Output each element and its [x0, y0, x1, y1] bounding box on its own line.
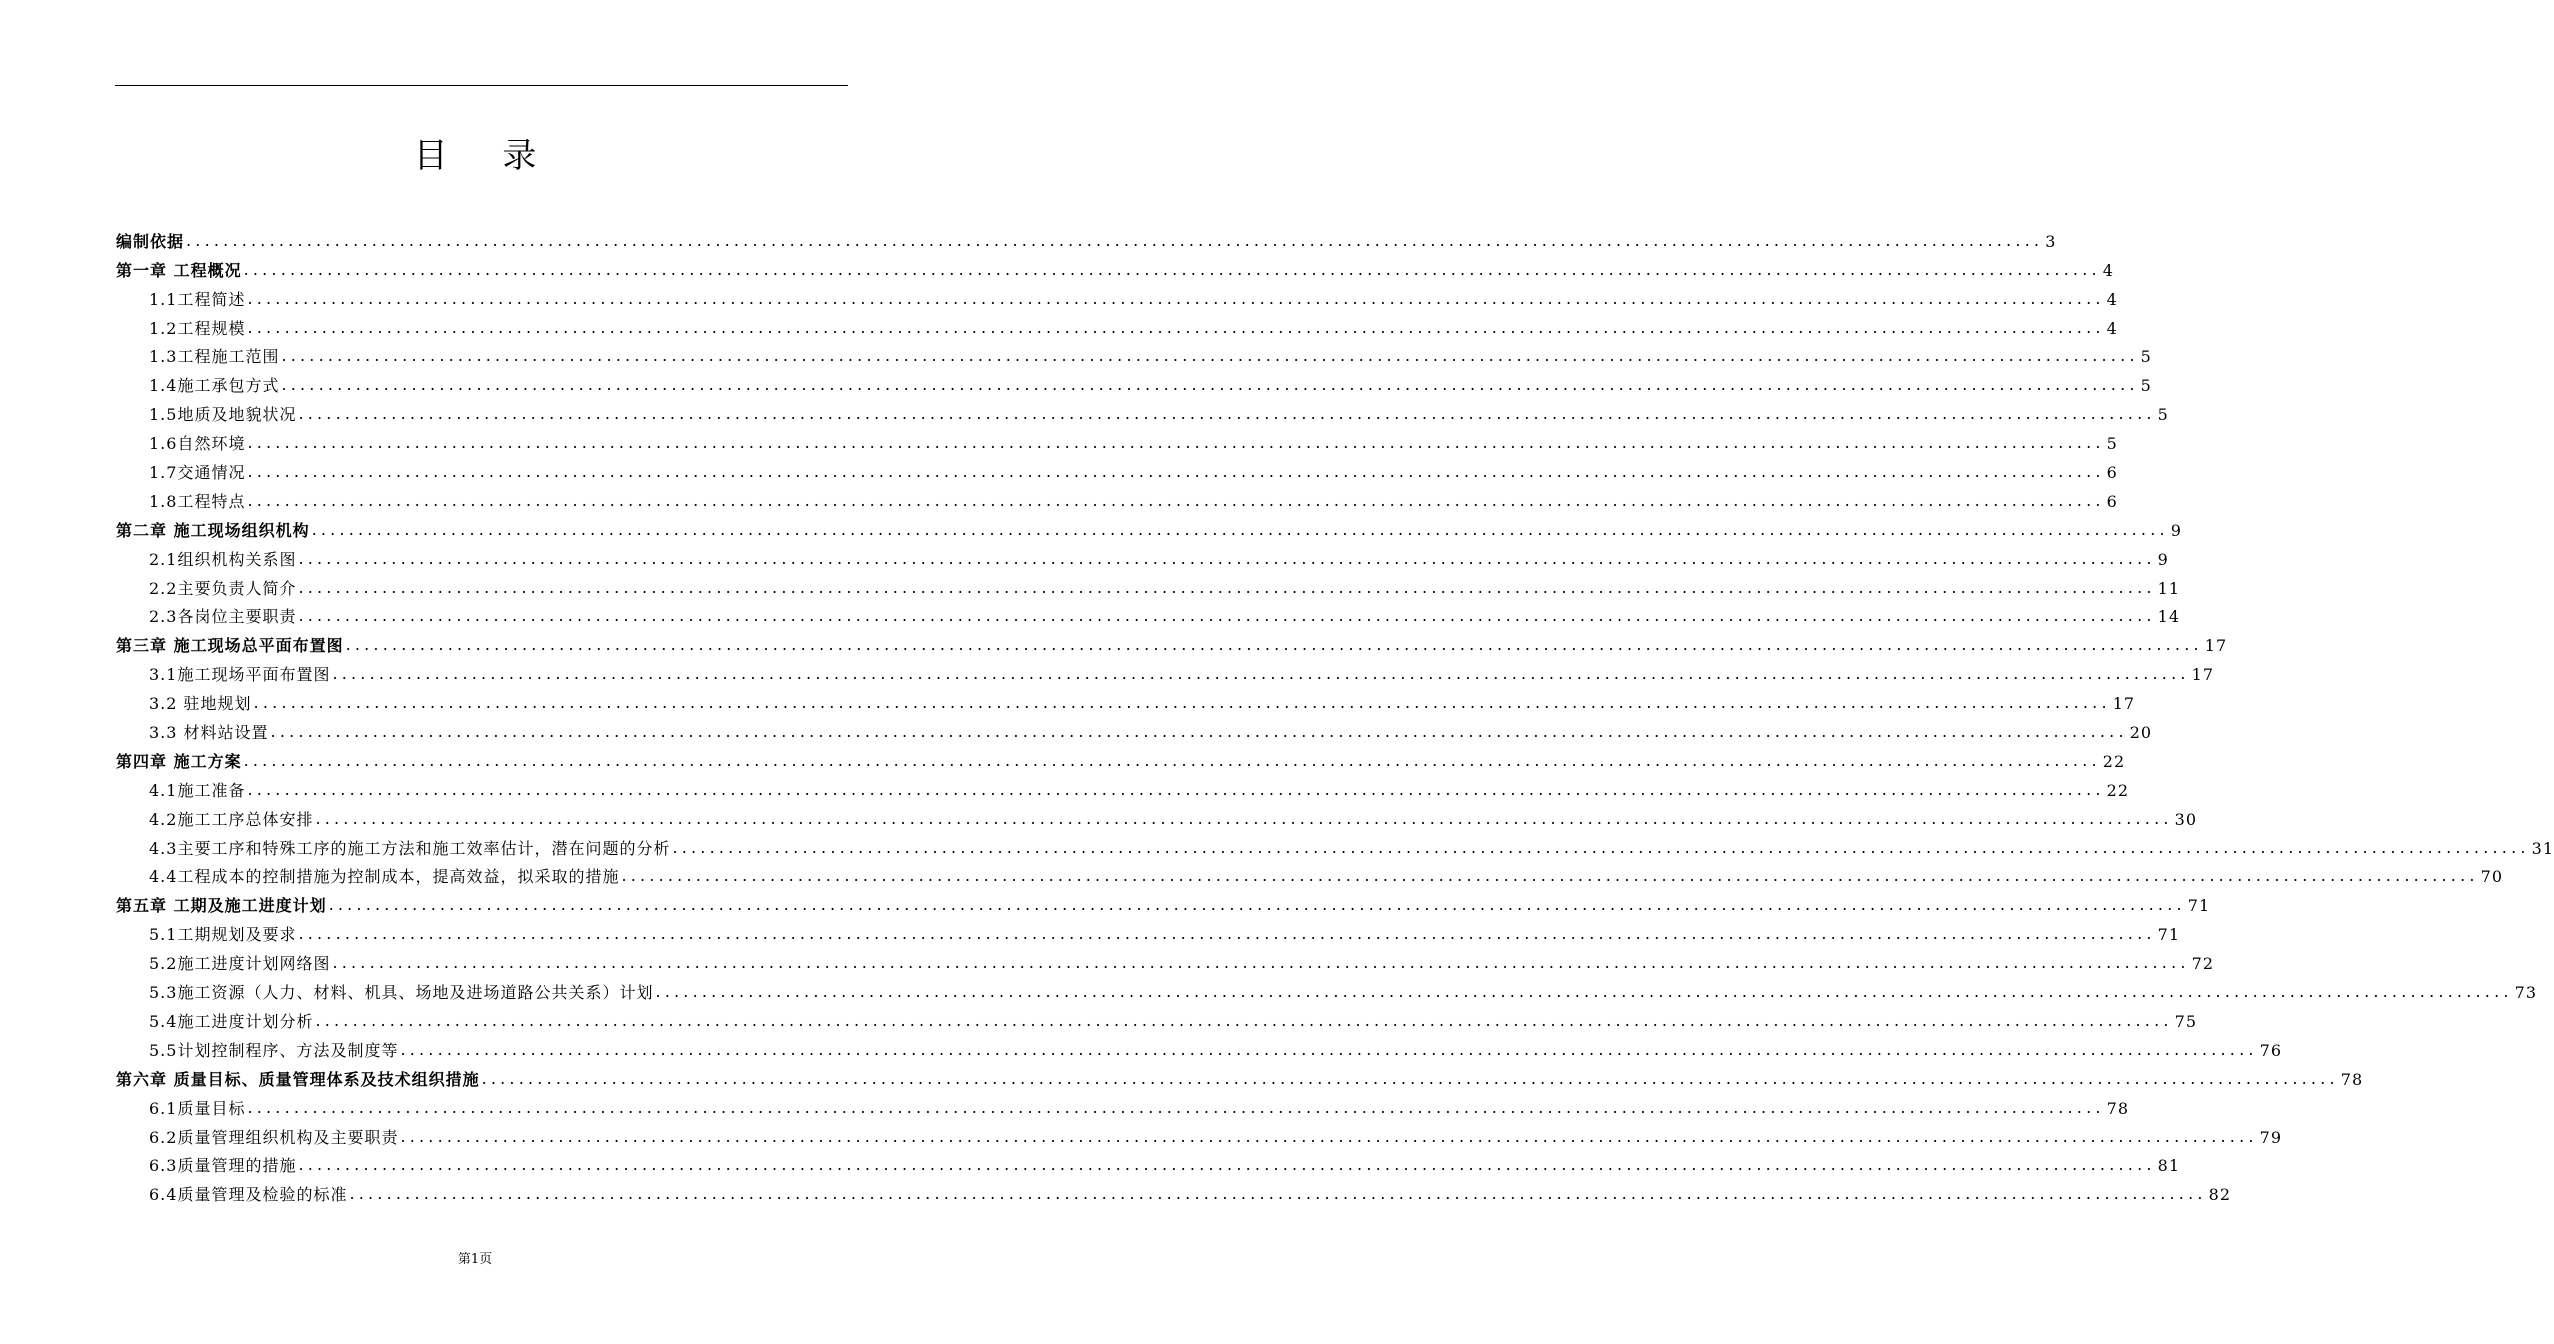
toc-section-entry[interactable]: [116, 367, 2152, 396]
toc-entry-page: 5: [2106, 434, 2118, 454]
toc-entry-label: 6.1质量目标: [149, 1098, 246, 1118]
toc-entry-label: 1.7交通情况: [149, 463, 246, 483]
toc-entry-page: 20: [2129, 723, 2153, 743]
toc-leader-dots: ........................................................................................................................................................................................................: [247, 462, 2105, 482]
toc-section-entry[interactable]: [116, 570, 2180, 599]
toc-entry-page: 78: [2340, 1069, 2364, 1089]
toc-leader-dots: ........................................................................................................................................................................................................: [298, 924, 2156, 944]
toc-entry-page: 82: [2208, 1185, 2231, 1205]
toc-leader-dots: ........................................................................................................................................................................................................: [186, 230, 2044, 250]
toc-leader-dots: ........................................................................................................................................................................................................: [315, 1010, 2173, 1030]
toc-leader-dots: ........................................................................................................................................................................................................: [672, 837, 2530, 857]
toc-section-entry[interactable]: [116, 1032, 2282, 1061]
toc-entry-page: 17: [2204, 636, 2228, 656]
toc-entry-label: 1.6自然环境: [149, 434, 246, 454]
toc-leader-dots: ........................................................................................................................................................................................................: [298, 548, 2156, 568]
toc-section-entry[interactable]: [116, 1090, 2129, 1119]
toc-entry-page: 79: [2259, 1127, 2282, 1147]
toc-section-entry[interactable]: [116, 541, 2169, 570]
toc-section-entry[interactable]: [116, 830, 2554, 859]
toc-entry-page: 11: [2157, 578, 2180, 598]
toc-entry-page: 9: [2157, 549, 2169, 569]
page-title: 目 录: [413, 136, 559, 176]
toc-leader-dots: ........................................................................................................................................................................................................: [311, 519, 2169, 539]
toc-entry-label: 5.4施工进度计划分析: [149, 1011, 314, 1031]
toc-leader-dots: ........................................................................................................................................................................................................: [315, 808, 2173, 828]
toc-section-entry[interactable]: [116, 685, 2136, 714]
toc-entry-page: 81: [2157, 1156, 2180, 1176]
toc-section-entry[interactable]: [116, 772, 2129, 801]
toc-leader-dots: ........................................................................................................................................................................................................: [247, 490, 2105, 510]
toc-leader-dots: ........................................................................................................................................................................................................: [328, 895, 2186, 915]
toc-leader-dots: ........................................................................................................................................................................................................: [281, 346, 2139, 366]
toc-entry-page: 6: [2106, 463, 2118, 483]
toc-entry-label: 5.5计划控制程序、方法及制度等: [149, 1040, 399, 1060]
toc-entry-page: 73: [2514, 983, 2537, 1003]
toc-leader-dots: ........................................................................................................................................................................................................: [247, 433, 2105, 453]
toc-leader-dots: ........................................................................................................................................................................................................: [298, 577, 2156, 597]
toc-entry-label: 5.1工期规划及要求: [149, 925, 297, 945]
page-footer: 第1页: [457, 1252, 493, 1267]
toc-section-entry[interactable]: [116, 425, 2118, 454]
toc-chapter-entry[interactable]: [116, 887, 2211, 916]
toc-entry-label: 6.3质量管理的措施: [149, 1156, 297, 1176]
toc-section-entry[interactable]: [116, 1148, 2180, 1177]
toc-entry-page: 17: [2191, 665, 2214, 685]
toc-leader-dots: ........................................................................................................................................................................................................: [243, 750, 2101, 770]
toc-entry-label: 2.3各岗位主要职责: [149, 607, 297, 627]
toc-section-entry[interactable]: [116, 916, 2180, 945]
toc-entry-label: 1.2工程规模: [149, 318, 246, 338]
toc-leader-dots: ........................................................................................................................................................................................................: [247, 317, 2105, 337]
toc-entry-page: 4: [2106, 318, 2118, 338]
toc-chapter-entry[interactable]: [116, 1061, 2364, 1090]
toc-section-entry[interactable]: [116, 801, 2197, 830]
toc-leader-dots: ........................................................................................................................................................................................................: [332, 664, 2190, 684]
toc-leader-dots: ........................................................................................................................................................................................................: [298, 1155, 2156, 1175]
toc-entry-label: 2.1组织机构关系图: [149, 549, 297, 569]
toc-chapter-entry[interactable]: [116, 512, 2182, 541]
toc-entry-label: 第二章 施工现场组织机构: [116, 520, 310, 540]
toc-entry-label: 编制依据: [116, 231, 185, 251]
toc-entry-page: 14: [2157, 607, 2180, 627]
toc-leader-dots: ........................................................................................................................................................................................................: [481, 1068, 2339, 1088]
toc-section-entry[interactable]: [116, 1003, 2197, 1032]
toc-entry-page: 6: [2106, 491, 2118, 511]
toc-leader-dots: ........................................................................................................................................................................................................: [247, 1097, 2105, 1117]
toc-leader-dots: ........................................................................................................................................................................................................: [332, 953, 2190, 973]
toc-section-entry[interactable]: [116, 656, 2214, 685]
toc-leader-dots: ........................................................................................................................................................................................................: [247, 288, 2105, 308]
toc-entry-page: 4: [2106, 289, 2118, 309]
toc-leader-dots: ........................................................................................................................................................................................................: [247, 779, 2105, 799]
toc-section-entry[interactable]: [116, 945, 2214, 974]
toc-entry-page: 71: [2157, 925, 2180, 945]
toc-entry-page: 4: [2102, 260, 2114, 280]
toc-leader-dots: ........................................................................................................................................................................................................: [400, 1126, 2258, 1146]
toc-section-entry[interactable]: [116, 483, 2118, 512]
toc-entry-page: 76: [2259, 1040, 2282, 1060]
toc-entry-label: 4.4工程成本的控制措施为控制成本，提高效益，拟采取的措施: [149, 867, 620, 887]
toc-leader-dots: ........................................................................................................................................................................................................: [400, 1039, 2258, 1059]
toc-leader-dots: ........................................................................................................................................................................................................: [298, 404, 2156, 424]
toc-entry-page: 71: [2187, 896, 2211, 916]
toc-entry-label: 4.1施工准备: [149, 780, 246, 800]
toc-leader-dots: ........................................................................................................................................................................................................: [298, 606, 2156, 626]
toc-entry-page: 22: [2102, 751, 2126, 771]
toc-entry-label: 4.3主要工序和特殊工序的施工方法和施工效率估计，潜在问题的分析: [149, 838, 671, 858]
toc-entry-label: 1.8工程特点: [149, 491, 246, 511]
toc-entry-label: 1.4施工承包方式: [149, 376, 280, 396]
toc-entry-label: 第四章 施工方案: [116, 751, 242, 771]
toc-entry-label: 6.4质量管理及检验的标准: [149, 1185, 348, 1205]
toc-section-entry[interactable]: [116, 310, 2118, 339]
toc-chapter-entry[interactable]: [116, 252, 2114, 281]
toc-entry-label: 第一章 工程概况: [116, 260, 242, 280]
toc-chapter-entry[interactable]: [116, 627, 2228, 656]
toc-entry-label: 3.1施工现场平面布置图: [149, 665, 331, 685]
toc-leader-dots: ........................................................................................................................................................................................................: [243, 259, 2101, 279]
toc-entry-label: 第五章 工期及施工进度计划: [116, 896, 327, 916]
toc-entry-label: 1.3工程施工范围: [149, 347, 280, 367]
toc-section-entry[interactable]: [116, 339, 2152, 368]
toc-leader-dots: ........................................................................................................................................................................................................: [253, 693, 2111, 713]
toc-section-entry[interactable]: [116, 396, 2169, 425]
toc-chapter-entry[interactable]: [116, 223, 2057, 252]
toc-leader-dots: ........................................................................................................................................................................................................: [345, 635, 2203, 655]
toc-leader-dots: ........................................................................................................................................................................................................: [621, 866, 2479, 886]
toc-entry-label: 4.2施工工序总体安排: [149, 809, 314, 829]
toc-leader-dots: ........................................................................................................................................................................................................: [349, 1184, 2207, 1204]
toc-entry-page: 72: [2191, 954, 2214, 974]
toc-entry-label: 1.1工程简述: [149, 289, 246, 309]
toc-leader-dots: ........................................................................................................................................................................................................: [655, 982, 2513, 1002]
toc-entry-page: 17: [2112, 694, 2136, 714]
toc-entry-page: 5: [2157, 405, 2169, 425]
toc-entry-page: 3: [2045, 231, 2057, 251]
toc-section-entry[interactable]: [116, 599, 2180, 628]
table-of-contents: [116, 223, 2554, 1205]
toc-entry-page: 30: [2174, 809, 2197, 829]
toc-entry-page: 9: [2170, 520, 2182, 540]
toc-entry-label: 3.3 材料站设置: [149, 723, 269, 743]
toc-section-entry[interactable]: [116, 1119, 2282, 1148]
toc-section-entry[interactable]: [116, 1176, 2231, 1205]
toc-entry-page: 5: [2140, 347, 2152, 367]
toc-section-entry[interactable]: [116, 974, 2537, 1003]
toc-section-entry[interactable]: [116, 859, 2503, 888]
toc-section-entry[interactable]: [116, 454, 2118, 483]
toc-leader-dots: ........................................................................................................................................................................................................: [270, 722, 2128, 742]
toc-entry-page: 5: [2140, 376, 2152, 396]
toc-entry-label: 5.2施工进度计划网络图: [149, 954, 331, 974]
toc-entry-page: 78: [2106, 1098, 2129, 1118]
toc-section-entry[interactable]: [116, 714, 2153, 743]
toc-entry-label: 第六章 质量目标、质量管理体系及技术组织措施: [116, 1069, 480, 1089]
toc-entry-page: 75: [2174, 1011, 2197, 1031]
header-rule: [115, 85, 848, 86]
toc-entry-label: 第三章 施工现场总平面布置图: [116, 636, 344, 656]
toc-entry-page: 22: [2106, 780, 2129, 800]
toc-chapter-entry[interactable]: [116, 743, 2126, 772]
toc-leader-dots: ........................................................................................................................................................................................................: [281, 375, 2139, 395]
toc-entry-label: 5.3施工资源（人力、材料、机具、场地及进场道路公共关系）计划: [149, 983, 654, 1003]
toc-entry-label: 6.2质量管理组织机构及主要职责: [149, 1127, 399, 1147]
toc-entry-label: 3.2 驻地规划: [149, 694, 252, 714]
toc-entry-page: 31: [2531, 838, 2554, 858]
toc-entry-label: 2.2主要负责人简介: [149, 578, 297, 598]
toc-section-entry[interactable]: [116, 281, 2118, 310]
toc-entry-page: 70: [2480, 867, 2503, 887]
toc-entry-label: 1.5地质及地貌状况: [149, 405, 297, 425]
